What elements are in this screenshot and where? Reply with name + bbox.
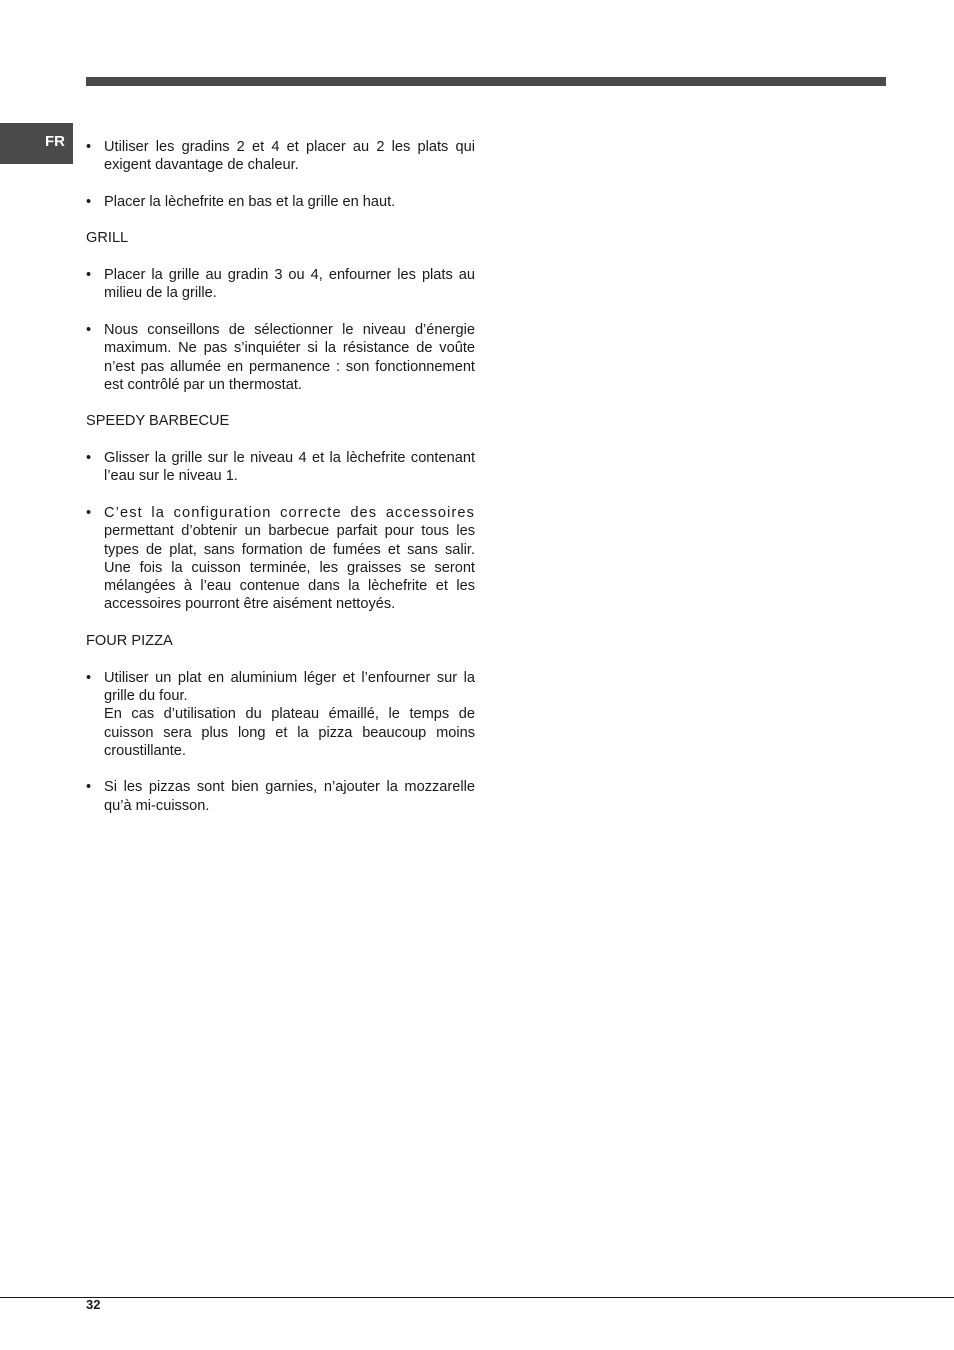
- item-text-continuation: En cas d’utilisation du plateau émaillé, le temps de cuisson sera plus long et la pizza beaucoup moins croustillante.: [104, 706, 475, 759]
- item-text: permettant d’obtenir un barbecue parfait pour tous les types de plat, sans formation de fumées et sans salir. Une fois la cuisson terminée, les graisses se seront mélangées à l’eau contenue dans la lèchefrite et les accessoires pourront être aisément nettoyés.: [104, 523, 475, 613]
- item-text: Utiliser les gradins 2 et 4 et placer au 2 les plats qui exigent davantage de chaleur.: [104, 139, 475, 174]
- page-number: 32: [86, 1297, 101, 1312]
- footer-rule: [0, 1297, 954, 1298]
- header-rule: [86, 77, 886, 86]
- item-text: Glisser la grille sur le niveau 4 et la lèchefrite contenant l’eau sur le niveau 1.: [104, 450, 475, 485]
- bullet: •: [86, 669, 92, 686]
- language-tab: [0, 123, 73, 164]
- bullet: •: [86, 321, 92, 338]
- item-text-first-line: C’est la configuration correcte des accessoires: [104, 504, 475, 521]
- bullet: •: [86, 450, 92, 467]
- list-item: [86, 138, 475, 175]
- language-tab-label: FR: [45, 133, 65, 150]
- section-heading-speedy-barbecue: SPEEDY BARBECUE: [86, 413, 230, 430]
- item-text: Placer la grille au gradin 3 ou 4, enfourner les plats au milieu de la grille.: [104, 267, 475, 302]
- item-text: Placer la lèchefrite en bas et la grille en haut.: [104, 193, 396, 210]
- bullet: •: [86, 504, 92, 521]
- bullet: •: [86, 139, 92, 155]
- list-item: [86, 669, 475, 760]
- bullet: •: [86, 267, 92, 284]
- list-item: [86, 778, 475, 815]
- list-item: [86, 321, 475, 394]
- list-item: [86, 266, 475, 303]
- section-heading-grill: GRILL: [86, 230, 129, 247]
- bullet: •: [86, 779, 92, 796]
- item-text: Utiliser un plat en aluminium léger et l’enfourner sur la grille du four.: [104, 669, 475, 704]
- main-content: [86, 138, 475, 833]
- bullet: •: [86, 193, 92, 210]
- list-item: [86, 504, 475, 614]
- item-text: Nous conseillons de sélectionner le niveau d’énergie maximum. Ne pas s’inquiéter si la résistance de voûte n’est pas allumée en permanence : son fonctionnement est contrôlé par un thermostat.: [104, 321, 475, 393]
- list-item: [86, 193, 475, 211]
- section-heading-four-pizza: FOUR PIZZA: [86, 633, 173, 650]
- item-text: Si les pizzas sont bien garnies, n’ajouter la mozzarelle qu’à mi-cuisson.: [104, 779, 475, 814]
- list-item: [86, 449, 475, 486]
